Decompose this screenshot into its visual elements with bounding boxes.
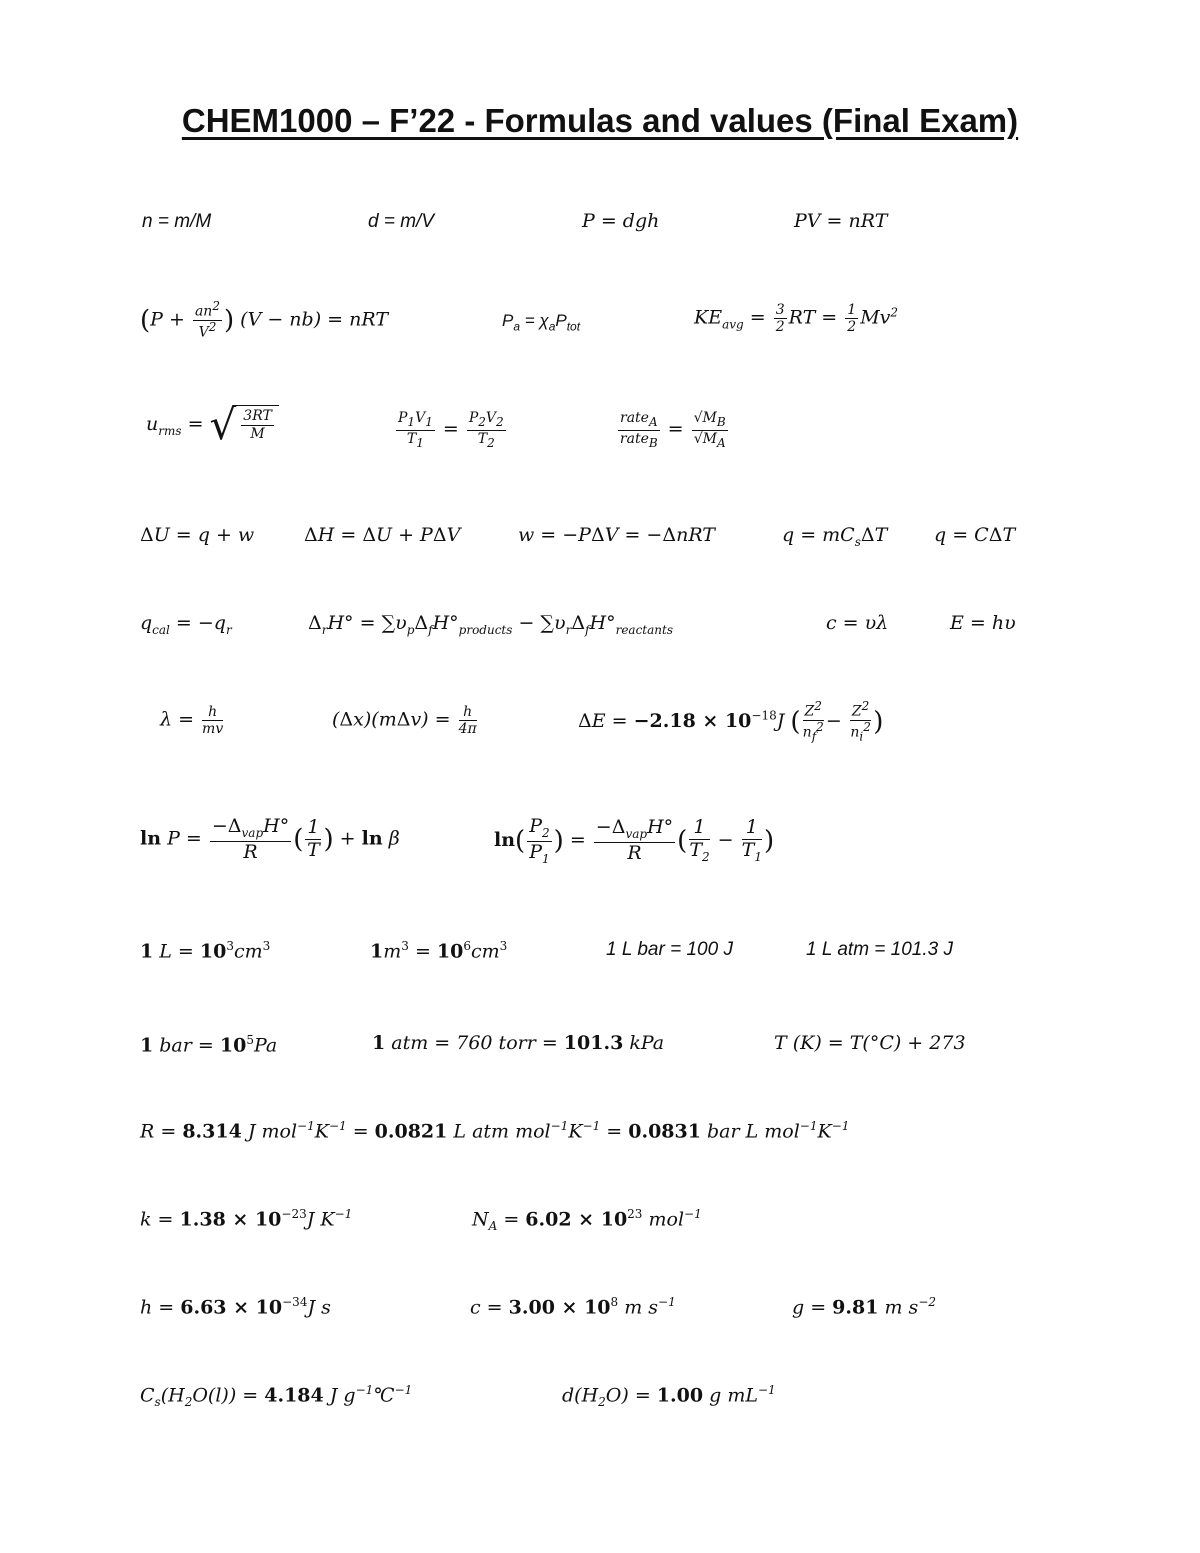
van-der-waals-equation: (P + $\frac{an^2}{V^2}$ ) (V − nb) = nRT [140,299,388,341]
page-title: CHEM1000 – F’22 - Formulas and values (Final Exam) [181,102,1019,139]
internal-energy-formula: ΔU = q + w [140,524,255,546]
kinetic-energy-formula: $KE_{avg}$ = $\frac{3}{2}$ RT = $\frac{1}{2}$ Mv$^2$ [694,302,899,336]
planck-constant: $h = 6.63 \times 10^{-34}J$ s [140,1295,331,1319]
temperature-conversion: T (K) = T(°C) + 273 [774,1032,966,1054]
ideal-gas-law: PV = nRT [794,210,888,232]
boltzmann-constant: $k = 1.38 \times 10^{-23}J$ $K^{-1}$ [140,1207,353,1231]
uncertainty-principle: (Δx)(mΔv) = $\frac{h}{4\pi}$ [332,704,477,738]
heat-capacity-formula: q = CΔT [934,524,1016,546]
work-formula: w = −PΔV = −ΔnRT [518,524,715,546]
water-specific-heat: $C_s(H_2O(l)) = 4.184$ J $g^{-1}℃^{-1}$ [140,1383,413,1410]
speed-of-light: $c = 3.00 \times 10^8$ m $s^{-1}$ [470,1295,676,1319]
reaction-enthalpy-formula: $\Delta_rH^\circ = \sum\upsilon_p\Delta_fH^\circ_{products} - \sum\upsilon_r\Delta_fH^\circ_{reactants}$ [308,612,673,637]
enthalpy-formula: ΔH = ΔU + PΔV [304,524,461,546]
clausius-clapeyron-linear: ln P = $\frac{-\Delta_{vap}H^\circ}{R}$ ( $\frac{1}{T}$ ) + ln β [140,815,400,863]
moles-formula: n = m/M [142,211,212,232]
gravity-constant: g = 9.81 m $s^{-2}$ [792,1295,937,1319]
de-broglie-formula: λ = $\frac{h}{mv}$ [160,704,224,738]
water-density: $d(H_2O) = 1.00$ g $mL^{-1}$ [562,1383,776,1410]
partial-pressure-formula: $P_a = \chi_aP_{tot}$ [502,311,581,334]
rms-speed-formula: $u_{rms}$ = √ $\frac{3RT}{M}$ [146,404,279,446]
avogadro-constant: $N_A = 6.02 \times 10^{23}$ mol$^{-1}$ [472,1207,702,1234]
density-formula: d = m/V [368,211,434,232]
litre-conversion: 1 $L = 10^3cm^3$ [140,939,271,963]
bohr-energy-formula: $\Delta E = -2.18 \times 10^{-18}J$ ( $\frac{Z^2}{n_f^2}$ − $\frac{Z^2}{n_i^2}$ ) [578,699,884,744]
grahams-law: $\frac{rate_A}{rate_B}$ = $\frac{√M_B}{√M_A}$ [619,410,726,450]
atm-conversion: 1 atm = 760 torr = 101.3 kPa [372,1032,665,1054]
photon-energy-formula: E = hυ [950,612,1016,634]
calorimeter-heat-formula: $q_{cal} = -q_r$ [140,612,232,637]
litre-atm-conversion: 1 L atm = 101.3 J [806,939,953,960]
clausius-clapeyron-two-point: ln( $\frac{P_2}{P_1}$ ) = $\frac{-\Delta_{vap}H^\circ}{R}$ ( $\frac{1}{T_2}$ − $\frac{1}{T_1}$ ) [494,815,775,866]
cubic-metre-conversion: $1m^3 = 10^6cm^3$ [370,939,508,963]
gas-constant-values: R = 8.314 J $mol^{-1}K^{-1} = 0.0821$ L atm $mol^{-1}K^{-1} = 0.0831$ bar L $mol^{-1}K^{-1}$ [140,1119,850,1143]
heat-mass-formula: $q = mC_s\Delta T$ [782,524,888,549]
bar-conversion: 1 bar = $10^5Pa$ [140,1033,278,1057]
pressure-column-formula: P = dgh [582,210,660,232]
litre-bar-conversion: 1 L bar = 100 J [606,939,733,960]
combined-gas-law: $\frac{P_1V_1}{T_1}$ = $\frac{P_2V_2}{T_2}$ [398,410,504,450]
wave-speed-formula: c = υλ [826,612,889,634]
